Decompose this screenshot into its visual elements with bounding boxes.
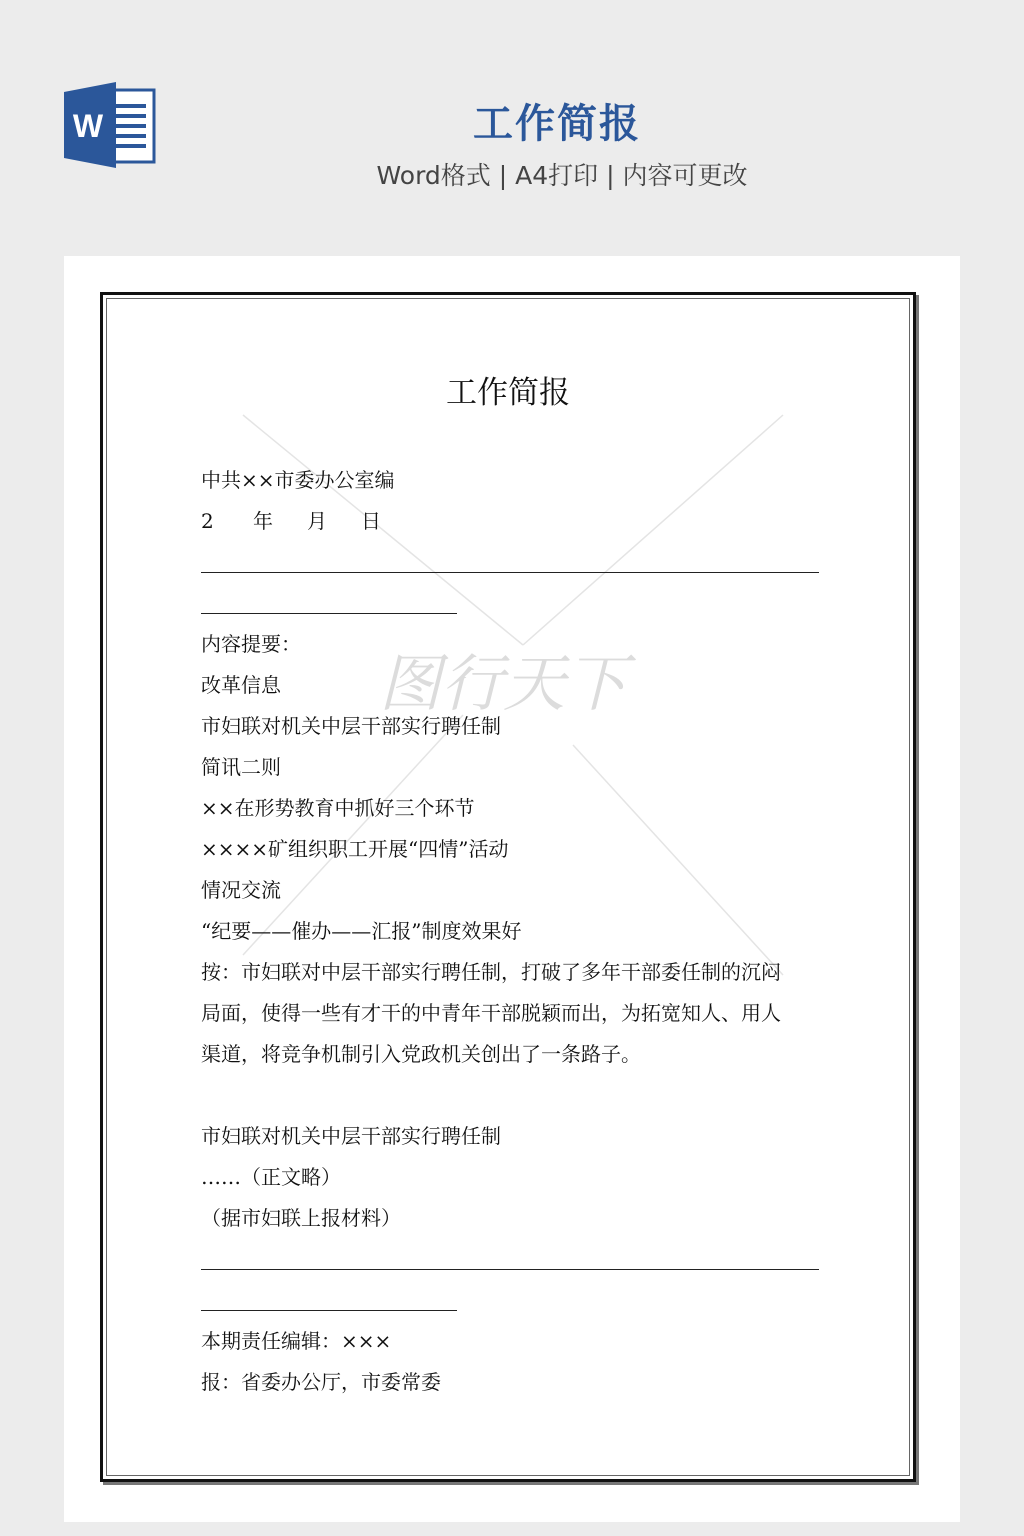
blank-line	[201, 1075, 831, 1116]
separator-line-short	[201, 1280, 831, 1321]
report-to: 报：省委办公厅，市委常委	[201, 1370, 441, 1394]
date-day: 日	[361, 509, 381, 533]
issue-date	[201, 501, 831, 542]
summary-heading: 内容提要：	[201, 632, 301, 656]
word-icon-letter: W	[72, 108, 104, 144]
page-title: 工作简报	[473, 101, 641, 147]
separator-line	[201, 542, 831, 583]
toc-item: 简讯二则	[201, 755, 281, 779]
document-frame	[100, 292, 916, 1482]
date-month: 月	[307, 509, 327, 533]
document-body	[201, 460, 831, 1403]
watermark-text: 图行天下	[378, 647, 628, 720]
toc-item: ××××矿组织职工开展“四情”活动	[201, 837, 509, 861]
separator-line	[201, 1239, 831, 1280]
article-body: ……（正文略）	[201, 1165, 341, 1189]
responsible-editor: 本期责任编辑：×××	[201, 1329, 392, 1353]
editor-note-line: 渠道，将竞争机制引入党政机关创出了一条路子。	[201, 1042, 641, 1066]
page-header	[0, 0, 1024, 240]
toc-item: 市妇联对机关中层干部实行聘任制	[201, 714, 501, 738]
date-year: 年	[253, 509, 273, 533]
document-title: 工作简报	[446, 375, 570, 411]
toc-item: “纪要——催办——汇报”制度效果好	[201, 919, 522, 943]
editor-note-line: 局面，使得一些有才干的中青年干部脱颖而出，为拓宽知人、用人	[201, 1001, 781, 1025]
editor-org: 中共××市委办公室编	[201, 468, 395, 492]
toc-item: 情况交流	[201, 878, 281, 902]
page-subtitle: Word格式 | A4打印 | 内容可更改	[376, 161, 748, 190]
article-source: （据市妇联上报材料）	[201, 1206, 401, 1230]
toc-item: 改革信息	[201, 673, 281, 697]
document-paper	[64, 256, 960, 1522]
toc-item: ××在形势教育中抓好三个环节	[201, 796, 475, 820]
separator-line-short	[201, 583, 831, 624]
article-title: 市妇联对机关中层干部实行聘任制	[201, 1124, 501, 1148]
editor-note-line: 按：市妇联对中层干部实行聘任制，打破了多年干部委任制的沉闷	[201, 960, 781, 984]
date-year-prefix: 2	[201, 509, 214, 533]
